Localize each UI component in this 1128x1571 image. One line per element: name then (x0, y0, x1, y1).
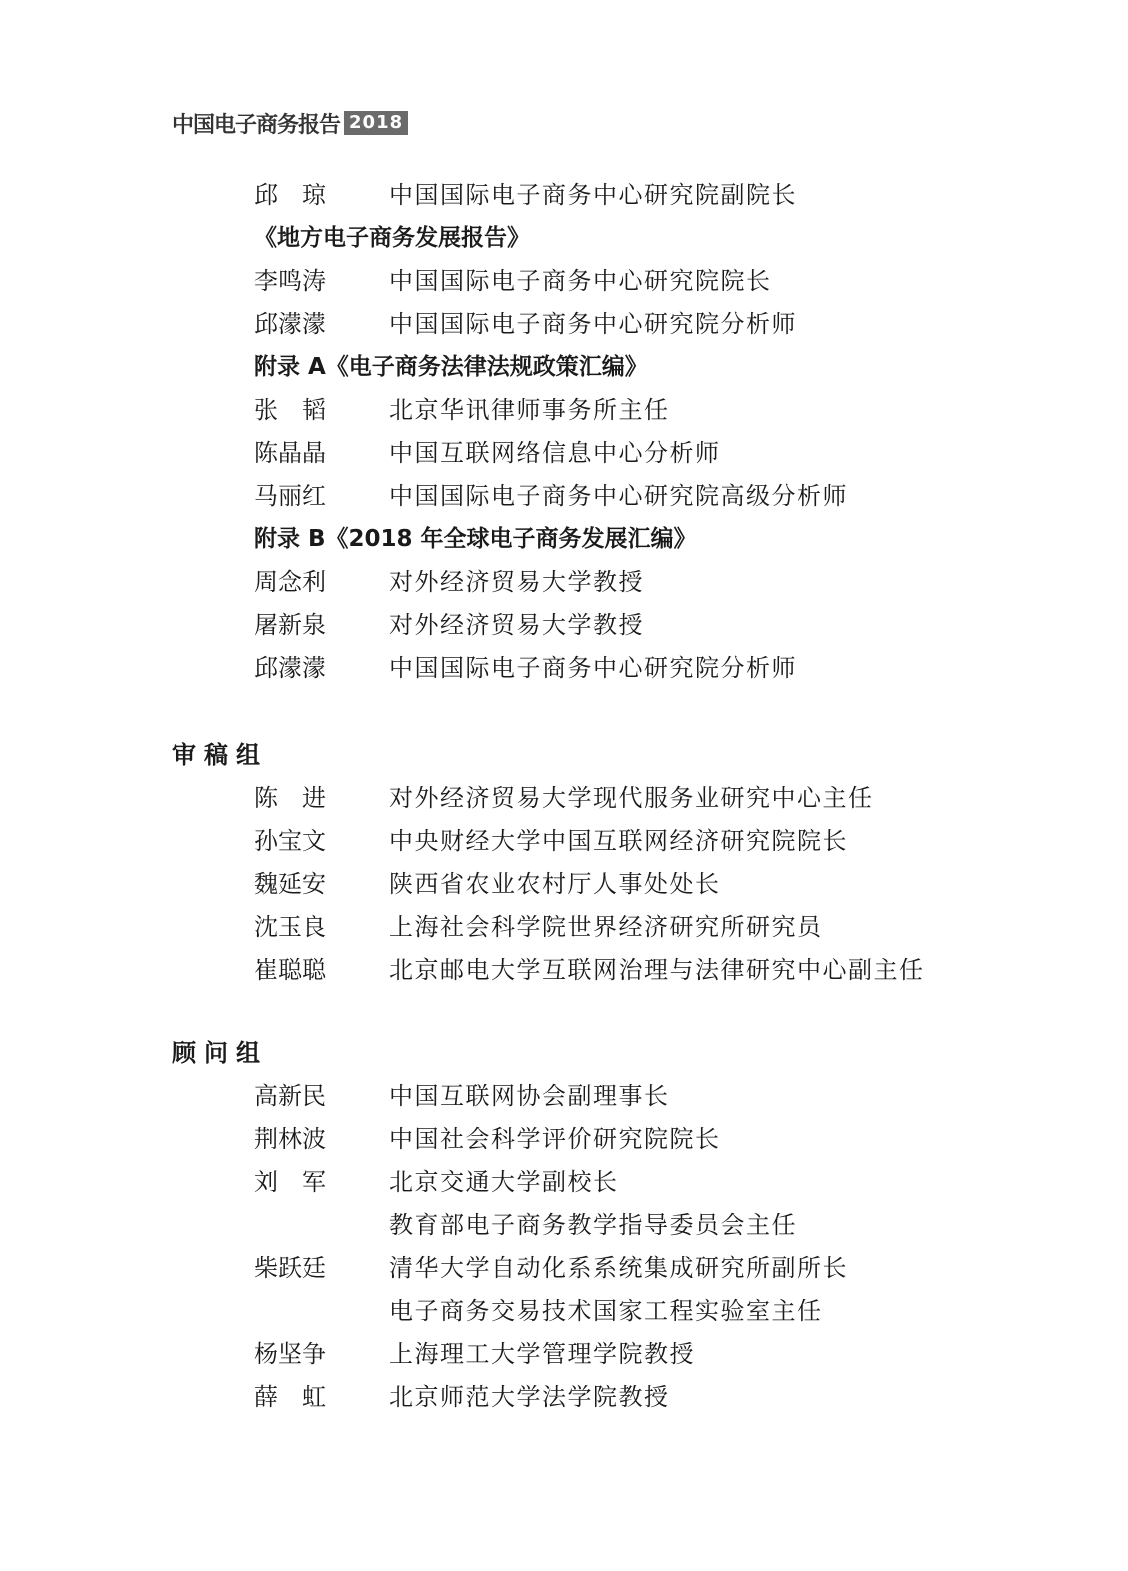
member-position: 对外经济贸易大学教授 (389, 611, 644, 639)
subsection-title (0, 217, 1128, 260)
member-position: 清华大学自动化系系统集成研究所副所长 (389, 1254, 848, 1282)
member-position: 对外经济贸易大学现代服务业研究中心主任 (389, 784, 874, 812)
writers-list (0, 174, 1128, 690)
member-row (0, 777, 1128, 820)
member-name: 高新民 (254, 1082, 326, 1110)
group-heading (0, 1032, 1128, 1075)
member-name: 魏延安 (254, 870, 326, 898)
book-year-badge: 2018 (344, 111, 408, 135)
member-name: 刘 军 (254, 1168, 326, 1196)
member-row (0, 561, 1128, 604)
member-position: 中国国际电子商务中心研究院副院长 (389, 181, 797, 209)
member-row (0, 1204, 1128, 1247)
member-name: 周念利 (254, 568, 326, 596)
member-position: 中国国际电子商务中心研究院分析师 (389, 310, 797, 338)
member-position: 北京邮电大学互联网治理与法律研究中心副主任 (389, 956, 925, 984)
member-row (0, 1118, 1128, 1161)
member-position: 北京华讯律师事务所主任 (389, 396, 670, 424)
member-row (0, 303, 1128, 346)
member-row (0, 1161, 1128, 1204)
subsection-title (0, 518, 1128, 561)
group-heading (0, 734, 1128, 777)
member-name: 张 韬 (254, 396, 326, 424)
book-title: 中国电子商务报告 (172, 112, 341, 138)
member-position: 上海社会科学院世界经济研究所研究员 (389, 913, 823, 941)
member-position: 教育部电子商务教学指导委员会主任 (389, 1211, 797, 1239)
member-position: 中国国际电子商务中心研究院院长 (389, 267, 772, 295)
member-position: 电子商务交易技术国家工程实验室主任 (389, 1297, 823, 1325)
member-name: 孙宝文 (254, 827, 326, 855)
member-row (0, 604, 1128, 647)
member-name: 屠新泉 (254, 611, 326, 639)
subsection-title-text: 《地方电子商务发展报告》 (254, 225, 530, 251)
subsection-title-text: 附录 B《2018 年全球电子商务发展汇编》 (254, 526, 697, 552)
member-name: 薛 虹 (254, 1383, 326, 1411)
member-row (0, 1075, 1128, 1118)
member-row (0, 906, 1128, 949)
subsection-title (0, 346, 1128, 389)
member-row (0, 1376, 1128, 1419)
member-row (0, 1247, 1128, 1290)
member-name: 马丽红 (254, 482, 326, 510)
member-row (0, 260, 1128, 303)
member-name: 邱濛濛 (254, 310, 326, 338)
member-row (0, 432, 1128, 475)
advisor-members (0, 1075, 1128, 1419)
member-position: 中国国际电子商务中心研究院分析师 (389, 654, 797, 682)
member-name: 邱 琼 (254, 181, 326, 209)
subsection-title-text: 附录 A《电子商务法律法规政策汇编》 (254, 354, 648, 380)
member-row (0, 647, 1128, 690)
advisor-group (0, 1032, 1128, 1419)
member-row (0, 863, 1128, 906)
member-position: 中国互联网络信息中心分析师 (389, 439, 721, 467)
member-row (0, 1290, 1128, 1333)
member-name: 陈 进 (254, 784, 326, 812)
member-position: 陕西省农业农村厅人事处处长 (389, 870, 721, 898)
member-position: 中国互联网协会副理事长 (389, 1082, 670, 1110)
member-position: 中国社会科学评价研究院院长 (389, 1125, 721, 1153)
advisor-group-heading: 顾问组 (172, 1039, 268, 1067)
member-row (0, 949, 1128, 992)
member-name: 崔聪聪 (254, 956, 326, 984)
member-position: 上海理工大学管理学院教授 (389, 1340, 695, 1368)
review-members (0, 777, 1128, 992)
member-position: 北京师范大学法学院教授 (389, 1383, 670, 1411)
member-row (0, 1333, 1128, 1376)
member-name: 陈晶晶 (254, 439, 326, 467)
member-position: 中央财经大学中国互联网经济研究院院长 (389, 827, 848, 855)
member-name: 李鸣涛 (254, 267, 326, 295)
member-row (0, 820, 1128, 863)
review-group (0, 734, 1128, 992)
member-row (0, 475, 1128, 518)
member-name: 邱濛濛 (254, 654, 326, 682)
member-position: 北京交通大学副校长 (389, 1168, 619, 1196)
running-header (172, 106, 408, 140)
member-name: 荆林波 (254, 1125, 326, 1153)
review-group-heading: 审稿组 (172, 741, 268, 769)
member-name: 杨坚争 (254, 1340, 326, 1368)
member-name: 柴跃廷 (254, 1254, 326, 1282)
member-position: 中国国际电子商务中心研究院高级分析师 (389, 482, 848, 510)
member-row (0, 389, 1128, 432)
member-row (0, 174, 1128, 217)
member-position: 对外经济贸易大学教授 (389, 568, 644, 596)
member-name: 沈玉良 (254, 913, 326, 941)
